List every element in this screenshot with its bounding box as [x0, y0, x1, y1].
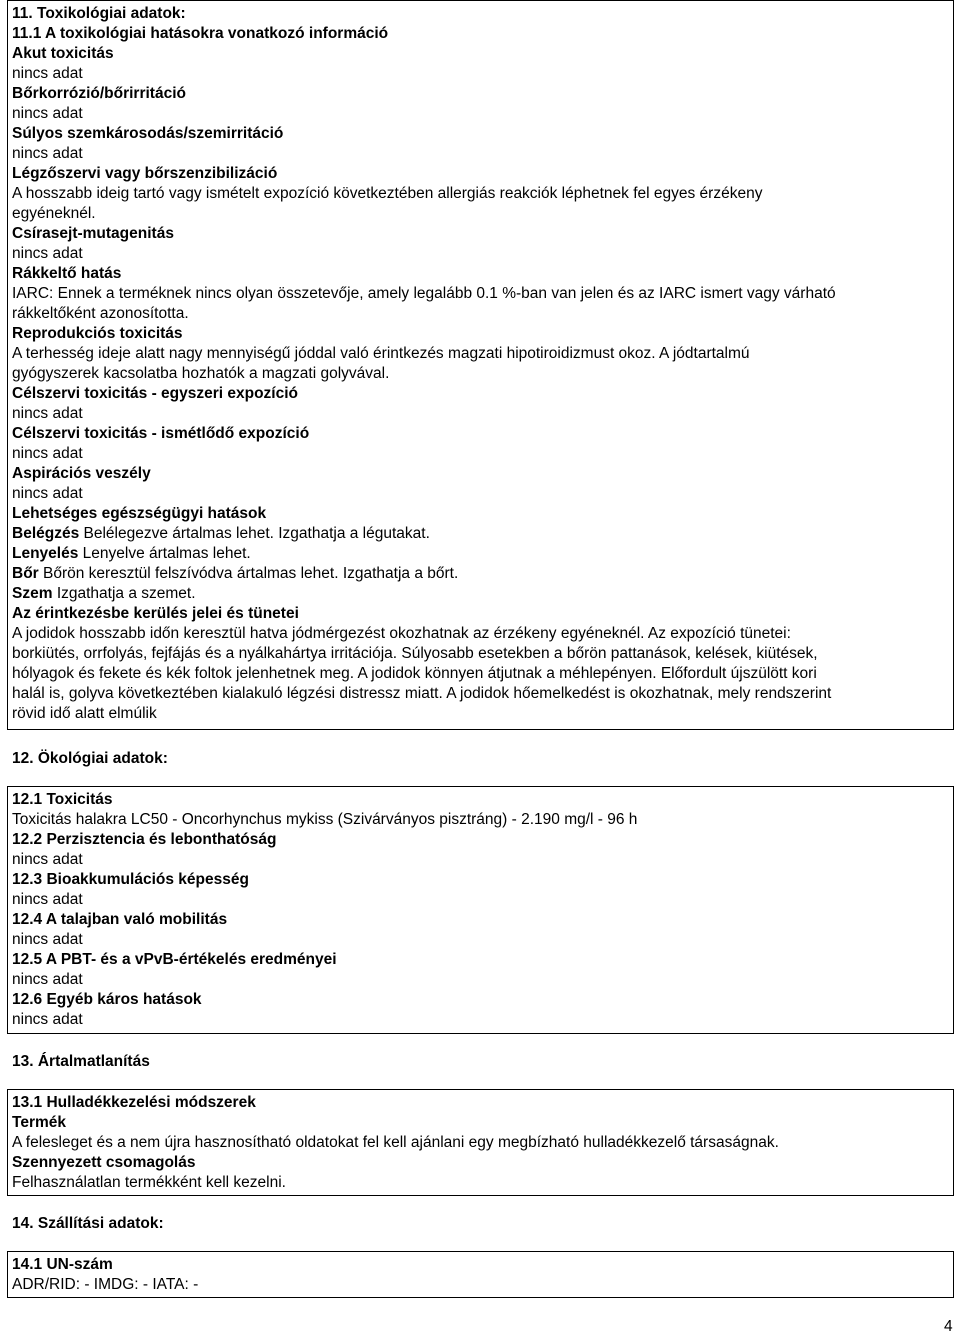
skin-corrosion-heading: Bőrkorrózió/bőrirritáció: [12, 85, 186, 102]
aspiration-value: nincs adat: [12, 485, 83, 502]
pbt-value: nincs adat: [12, 971, 83, 988]
skin-value: Bőrön keresztül felszívódva ártalmas lehet. Izgathatja a bőrt.: [43, 565, 459, 582]
section-12-heading: 12. Ökológiai adatok:: [12, 750, 168, 767]
mobility-value: nincs adat: [12, 931, 83, 948]
section-11-1-subheading: 11.1 A toxikológiai hatásokra vonatkozó információ: [12, 25, 389, 42]
eye-value: Izgathatja a szemet.: [56, 585, 196, 602]
stot-repeated-heading: Célszervi toxicitás - ismétlődő expozíció: [12, 425, 310, 442]
pbt-heading: 12.5 A PBT- és a vPvB-értékelés eredményei: [12, 951, 337, 968]
skin-row: [12, 564, 458, 584]
stot-repeated-value: nincs adat: [12, 445, 83, 462]
page-number: 4: [944, 1318, 953, 1335]
symptoms-text-3: hólyagok és fekete és kék foltok jelenhetnek meg. A jodidok könnyen átjutnak a méhlepényen. Előfordult újszülött kori: [12, 665, 817, 682]
un-number-value: ADR/RID: - IMDG: - IATA: -: [12, 1276, 199, 1293]
other-effects-value: nincs adat: [12, 1011, 83, 1028]
reproductive-toxicity-text-2: gyógyszerek kacsolatba hozhatók a magzati golyvával.: [12, 365, 390, 382]
ingestion-row: [12, 544, 251, 564]
toxicity-value: Toxicitás halakra LC50 - Oncorhynchus mykiss (Szivárványos pisztráng) - 2.190 mg/l - 96 h: [12, 811, 638, 828]
persistence-heading: 12.2 Perzisztencia és lebonthatóság: [12, 831, 277, 848]
eye-label: Szem: [12, 585, 53, 602]
inhalation-row: [12, 524, 430, 544]
section-11-heading: 11. Toxikológiai adatok:: [12, 5, 186, 22]
symptoms-text-5: rövid idő alatt elmúlik: [12, 705, 157, 722]
acute-toxicity-value: nincs adat: [12, 65, 83, 82]
eye-damage-value: nincs adat: [12, 145, 83, 162]
aspiration-heading: Aspirációs veszély: [12, 465, 151, 482]
symptoms-text-1: A jodidok hosszabb időn keresztül hatva jódmérgezést okozhatnak az érzékeny egyéneknél. Az expozíció tünetei:: [12, 625, 791, 642]
carcinogenicity-heading: Rákkeltő hatás: [12, 265, 122, 282]
sensitisation-text-2: egyéneknél.: [12, 205, 96, 222]
stot-single-heading: Célszervi toxicitás - egyszeri expozíció: [12, 385, 299, 402]
section-13-heading: 13. Ártalmatlanítás: [12, 1053, 150, 1070]
skin-label: Bőr: [12, 565, 39, 582]
mutagenicity-heading: Csírasejt-mutagenitás: [12, 225, 174, 242]
ingestion-value: Lenyelve ártalmas lehet.: [82, 545, 251, 562]
sensitisation-text-1: A hosszabb ideig tartó vagy ismételt expozíció következtében allergiás reakciók léphetnek fel egyes érzékeny: [12, 185, 763, 202]
carcinogenicity-text-1: IARC: Ennek a terméknek nincs olyan összetevője, amely legalább 0.1 %-ban van jelen és az IARC ismert vagy várható: [12, 285, 836, 302]
skin-corrosion-value: nincs adat: [12, 105, 83, 122]
stot-single-value: nincs adat: [12, 405, 83, 422]
persistence-value: nincs adat: [12, 851, 83, 868]
eye-damage-heading: Súlyos szemkárosodás/szemirritáció: [12, 125, 284, 142]
carcinogenicity-text-2: rákkeltőként azonosította.: [12, 305, 189, 322]
waste-methods-heading: 13.1 Hulladékkezelési módszerek: [12, 1094, 256, 1111]
other-effects-heading: 12.6 Egyéb káros hatások: [12, 991, 202, 1008]
reproductive-toxicity-text-1: A terhesség ideje alatt nagy mennyiségű jóddal való érintkezés magzati hipotiroidizmust okoz. A jódtartalmú: [12, 345, 750, 362]
inhalation-value: Belélegezve ártalmas lehet. Izgathatja a légutakat.: [83, 525, 430, 542]
health-effects-heading: Lehetséges egészségügyi hatások: [12, 505, 267, 522]
eye-row: [12, 584, 196, 604]
ingestion-label: Lenyelés: [12, 545, 79, 562]
mutagenicity-value: nincs adat: [12, 245, 83, 262]
symptoms-heading: Az érintkezésbe kerülés jelei és tünetei: [12, 605, 299, 622]
symptoms-text-2: borkiütés, orrfolyás, fejfájás és a nyálkahártya irritációja. Súlyosabb esetekben a bőrön pattanások, kelések, kiütések,: [12, 645, 818, 662]
toxicity-heading: 12.1 Toxicitás: [12, 791, 113, 808]
reproductive-toxicity-heading: Reprodukciós toxicitás: [12, 325, 183, 342]
product-value: A felesleget és a nem újra hasznosítható oldatokat fel kell ajánlani egy megbízható hulladékkezelő társaságnak.: [12, 1134, 779, 1151]
acute-toxicity-heading: Akut toxicitás: [12, 45, 114, 62]
bioaccumulation-value: nincs adat: [12, 891, 83, 908]
symptoms-text-4: halál is, golyva következtében kialakuló légzési distressz miatt. A jodidok hőemelkedést is okozhatnak, mely rendszerint: [12, 685, 832, 702]
section-14-heading: 14. Szállítási adatok:: [12, 1215, 164, 1232]
packaging-value: Felhasználatlan termékként kell kezelni.: [12, 1174, 286, 1191]
bioaccumulation-heading: 12.3 Bioakkumulációs képesség: [12, 871, 249, 888]
product-heading: Termék: [12, 1114, 66, 1131]
sensitisation-heading: Légzőszervi vagy bőrszenzibilizáció: [12, 165, 278, 182]
packaging-heading: Szennyezett csomagolás: [12, 1154, 196, 1171]
inhalation-label: Belégzés: [12, 525, 80, 542]
un-number-heading: 14.1 UN-szám: [12, 1256, 113, 1273]
mobility-heading: 12.4 A talajban való mobilitás: [12, 911, 228, 928]
